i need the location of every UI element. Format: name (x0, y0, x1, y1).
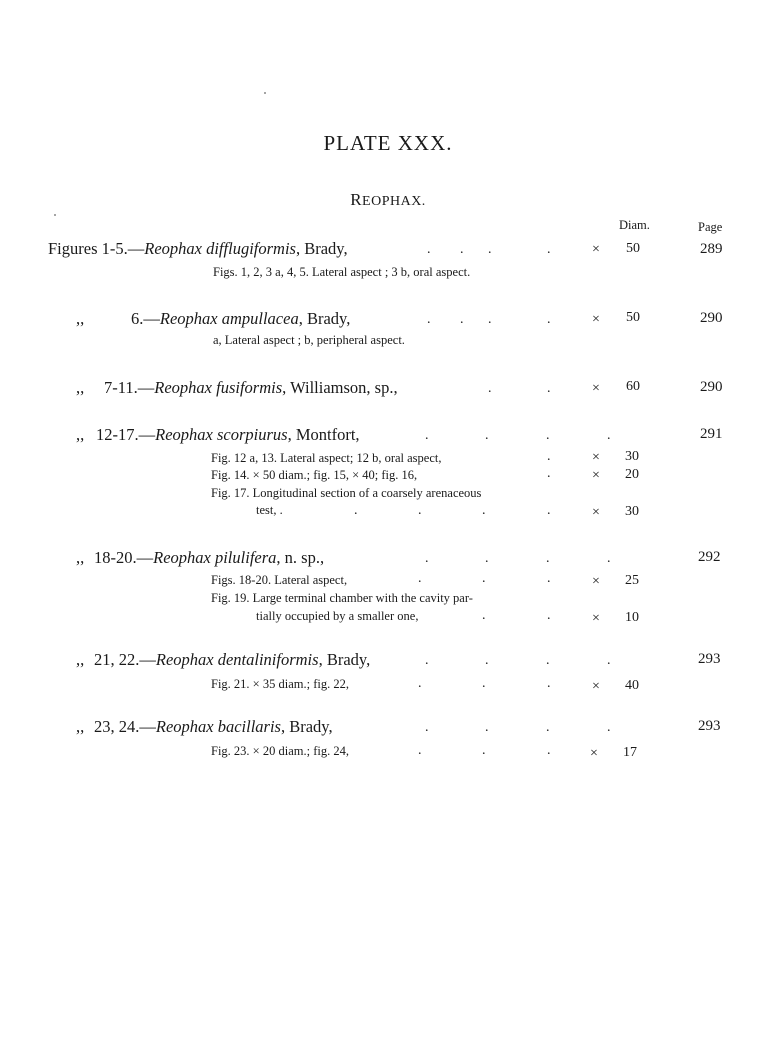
leader-dot: . (547, 466, 551, 481)
species-author: , Brady, (318, 650, 371, 669)
species-name: Reophax scorpiurus (155, 425, 288, 444)
page-column-header: Page (698, 220, 723, 234)
leader-dot: . (482, 503, 486, 518)
leader-dot: . (546, 551, 550, 566)
species-name: Reophax dentaliniformis (155, 650, 319, 669)
entry-6 (94, 650, 370, 670)
page-number: 293 (698, 718, 721, 734)
magnification-sign: × (592, 312, 600, 327)
ditto-mark: ,, (76, 425, 85, 444)
leader-dot: . (488, 242, 492, 257)
species-author: , Williamson, sp., (282, 378, 398, 397)
leader-dot: . (460, 312, 464, 327)
leader-dot: . (482, 743, 486, 758)
leader-dot: . (485, 428, 489, 443)
figure-description: Fig. 14. × 50 diam.; fig. 15, × 40; fig. 16, (211, 468, 418, 482)
figure-range: 18-20.— (94, 548, 154, 567)
leader-dot: . (547, 503, 551, 518)
leader-dot: . (418, 743, 422, 758)
diameter-value: 17 (623, 745, 637, 760)
diameter-value: 25 (625, 573, 639, 588)
figure-description (213, 265, 470, 280)
leader-dot: . (427, 312, 431, 327)
figure-range: 12-17.— (96, 425, 156, 444)
diameter-value: 60 (626, 379, 640, 394)
species-author: , Brady, (280, 717, 333, 736)
figure-description-text: Figs. 1, 2, 3 a, 4, 5. Lateral aspect ; 3 b, oral aspect. (213, 265, 471, 279)
leader-dot: . (427, 242, 431, 257)
species-author: , Brady, (295, 239, 348, 258)
ditto-mark: ,, (76, 548, 85, 567)
species-name: Reophax difflugiformis (144, 239, 296, 258)
leader-dot: . (425, 720, 429, 735)
figure-description: Fig. 21. × 35 diam.; fig. 22, (211, 677, 349, 691)
leader-dot: . (425, 653, 429, 668)
page-number: 292 (698, 549, 721, 565)
magnification-sign: × (592, 450, 600, 465)
entry-prefix: Figures 1-5.— (48, 239, 145, 258)
leader-dot: . (418, 571, 422, 586)
figure-description-text: a, Lateral aspect ; b, peripheral aspect. (213, 333, 405, 347)
diameter-value: 30 (625, 504, 639, 519)
diameter-value: 50 (626, 310, 640, 325)
leader-dot: . (485, 720, 489, 735)
leader-dot: . (425, 428, 429, 443)
leader-dot: . (547, 676, 551, 691)
figure-range: 23, 24.— (94, 717, 156, 736)
leader-dot: . (607, 720, 611, 735)
figure-range: 7-11.— (104, 378, 155, 397)
genus-heading-rest: EOPHAX. (362, 194, 426, 209)
entry-7 (94, 717, 333, 737)
magnification-sign: × (592, 611, 600, 626)
entry-3 (104, 378, 398, 398)
figure-description: Fig. 17. Longitudinal section of a coarsely arenaceous (211, 486, 482, 500)
diameter-value: 10 (625, 610, 639, 625)
leader-dot: . (547, 449, 551, 464)
leader-dot: . (482, 571, 486, 586)
scan-speck (54, 214, 56, 216)
leader-dot: . (547, 242, 551, 257)
leader-dot: . (488, 381, 492, 396)
leader-dot: . (547, 571, 551, 586)
ditto-mark: ,, (76, 309, 85, 328)
plate-title: PLATE XXX. (323, 131, 453, 155)
ditto-mark: ,, (76, 650, 85, 669)
magnification-sign: × (592, 381, 600, 396)
magnification-sign: × (592, 242, 600, 257)
diam-column-header: Diam. (619, 218, 650, 232)
species-author: , Montfort, (287, 425, 360, 444)
species-author: , n. sp., (276, 548, 325, 567)
diameter-value: 50 (626, 241, 640, 256)
leader-dot: . (546, 653, 550, 668)
genus-heading-initial: R (350, 190, 363, 209)
leader-dot: . (485, 551, 489, 566)
leader-dot: . (482, 676, 486, 691)
figure-description: tially occupied by a smaller one, (256, 609, 419, 623)
species-name: Reophax pilulifera (153, 548, 277, 567)
page-number: 289 (700, 241, 723, 257)
species-name: Reophax ampullacea (159, 309, 299, 328)
magnification-sign: × (592, 505, 600, 520)
ditto-mark: ,, (76, 378, 85, 397)
leader-dot: . (418, 503, 422, 518)
leader-dot: . (547, 312, 551, 327)
species-name: Reophax bacillaris (155, 717, 281, 736)
genus-heading (0, 190, 776, 210)
figure-range: 6.— (131, 309, 160, 328)
entry-1 (48, 239, 348, 259)
diameter-value: 40 (625, 678, 639, 693)
figure-description: test, . (256, 503, 283, 517)
magnification-sign: × (592, 468, 600, 483)
leader-dot: . (607, 653, 611, 668)
ditto-mark: ,, (76, 717, 85, 736)
species-name: Reophax fusiformis (154, 378, 283, 397)
figure-description: Fig. 23. × 20 diam.; fig. 24, (211, 744, 349, 758)
leader-dot: . (485, 653, 489, 668)
leader-dot: . (547, 743, 551, 758)
figure-description (213, 333, 405, 348)
leader-dot: . (460, 242, 464, 257)
leader-dot: . (482, 608, 486, 623)
page-number: 290 (700, 310, 723, 326)
scan-speck (264, 92, 266, 94)
figure-description: Figs. 18-20. Lateral aspect, (211, 573, 348, 587)
page-number: 293 (698, 651, 721, 667)
leader-dot: . (546, 720, 550, 735)
leader-dot: . (547, 381, 551, 396)
figure-description: Fig. 19. Large terminal chamber with the cavity par- (211, 591, 473, 605)
species-author: , Brady, (298, 309, 351, 328)
magnification-sign: × (592, 679, 600, 694)
leader-dot: . (354, 503, 358, 518)
diameter-value: 20 (625, 467, 639, 482)
leader-dot: . (607, 551, 611, 566)
page-number: 290 (700, 379, 723, 395)
figure-description: Fig. 12 a, 13. Lateral aspect; 12 b, oral aspect, (211, 451, 442, 465)
leader-dot: . (546, 428, 550, 443)
magnification-sign: × (590, 746, 598, 761)
magnification-sign: × (592, 574, 600, 589)
leader-dot: . (418, 676, 422, 691)
entry-2 (131, 309, 350, 329)
page-number: 291 (700, 426, 723, 442)
entry-5 (94, 548, 324, 568)
figure-range: 21, 22.— (94, 650, 156, 669)
leader-dot: . (547, 608, 551, 623)
diameter-value: 30 (625, 449, 639, 464)
leader-dot: . (488, 312, 492, 327)
leader-dot: . (607, 428, 611, 443)
leader-dot: . (425, 551, 429, 566)
entry-4 (96, 425, 360, 445)
